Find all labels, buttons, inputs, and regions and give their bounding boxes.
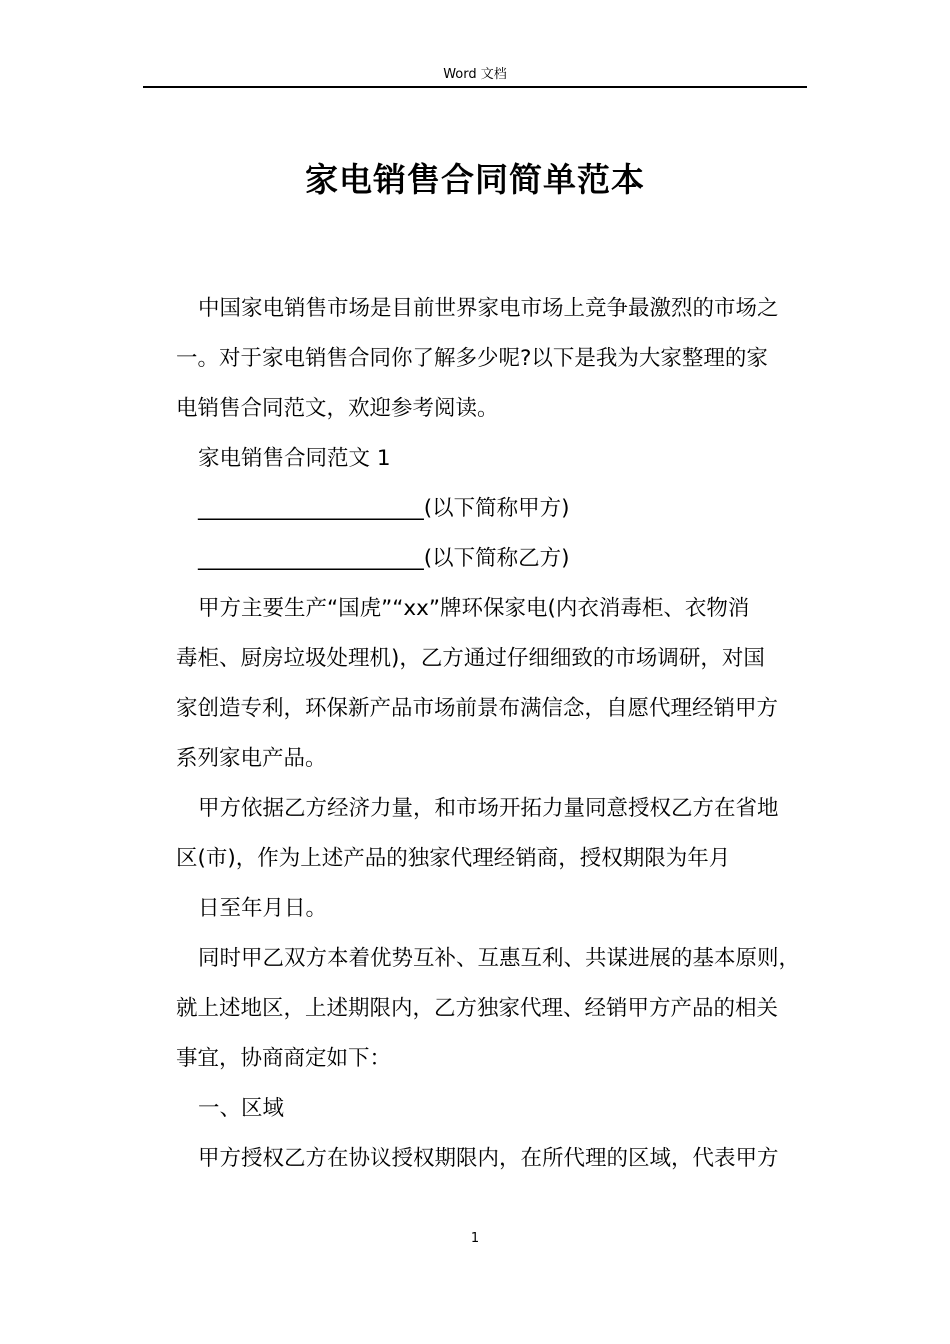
page-header: Word 文档 (443, 67, 507, 82)
body-line: 家创造专利，环保新产品市场前景布满信念，自愿代理经销甲方 (176, 696, 779, 721)
document-title: 家电销售合同简单范本 (305, 160, 645, 199)
body-line: 甲方主要生产“国虎”“xx”牌环保家电(内衣消毒柜、衣物消 (198, 596, 750, 621)
document-body (176, 284, 816, 1184)
body-line: 就上述地区，上述期限内，乙方独家代理、经销甲方产品的相关 (176, 996, 779, 1021)
body-line: 系列家电产品。 (176, 746, 327, 771)
body-line: 电销售合同范文，欢迎参考阅读。 (176, 396, 499, 421)
body-line: 同时甲乙双方本着优势互补、互惠互利、共谋进展的基本原则， (198, 946, 801, 971)
party-b-line: _____________________(以下简称乙方) (198, 546, 570, 571)
body-line: 事宜，协商商定如下： (176, 1046, 392, 1071)
body-line: 甲方授权乙方在协议授权期限内，在所代理的区域，代表甲方 (198, 1146, 779, 1171)
party-a-line: _____________________(以下简称甲方) (198, 496, 570, 521)
body-line: 毒柜、厨房垃圾处理机)，乙方通过仔细细致的市场调研，对国 (176, 646, 765, 671)
body-line: 中国家电销售市场是目前世界家电市场上竞争最激烈的市场之 (198, 296, 779, 321)
page-number: 1 (470, 1231, 480, 1246)
section-heading: 家电销售合同范文 1 (198, 446, 391, 471)
header-divider (143, 86, 807, 88)
body-line: 甲方依据乙方经济力量，和市场开拓力量同意授权乙方在省地 (198, 796, 779, 821)
body-line: 日至年月日。 (198, 896, 328, 921)
body-line: 区(市)，作为上述产品的独家代理经销商，授权期限为年月 (176, 846, 731, 871)
body-line: 一。对于家电销售合同你了解多少呢?以下是我为大家整理的家 (176, 346, 768, 371)
section-heading: 一、区域 (198, 1096, 285, 1121)
